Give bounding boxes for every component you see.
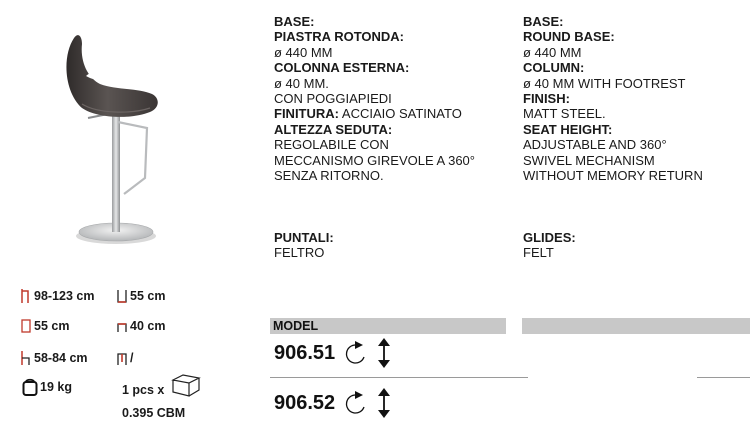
seat-value-en-3: WITHOUT MEMORY RETURN: [523, 168, 703, 184]
dim-depth: [20, 318, 69, 334]
seat-value-en-2: SWIVEL MECHANISM: [523, 152, 655, 168]
depth-icon: [20, 318, 32, 334]
specs-italian: [274, 14, 509, 183]
seat-label-it: ALTEZZA SEDUTA:: [274, 121, 393, 137]
width-icon: [116, 288, 128, 304]
glides-value-it: FELTRO: [274, 245, 325, 261]
height-adjust-arrow-icon: [377, 388, 391, 418]
total-height-icon: [20, 288, 32, 304]
weight-value: 19 kg: [40, 380, 72, 394]
total-height-value: 98-123 cm: [34, 289, 95, 303]
finish-line-it: [274, 106, 509, 121]
swivel-arrow-icon: [343, 341, 369, 365]
depth-value: 55 cm: [34, 319, 70, 333]
column-label-en: COLUMN:: [523, 60, 585, 76]
bar-stool-image: [52, 18, 182, 248]
glides-italian: [274, 230, 474, 261]
row-divider: [270, 377, 528, 378]
column-value-it-1: ø 40 MM.: [274, 75, 329, 91]
model-row: [274, 388, 391, 418]
arm-height-icon: [116, 350, 128, 366]
seat-value-it-2: MECCANISMO GIREVOLE A 360°: [274, 152, 475, 168]
seat-depth-icon: [116, 318, 128, 334]
plate-value-en: ø 440 MM: [523, 44, 582, 60]
finish-label-en: FINISH:: [523, 91, 570, 107]
plate-label-it: PIASTRA ROTONDA:: [274, 29, 404, 45]
dim-seat-depth: [116, 318, 165, 334]
model-header-bar-right: [522, 318, 750, 334]
seat-height-value: 58-84 cm: [34, 351, 88, 365]
seat-value-it-3: SENZA RITORNO.: [274, 168, 384, 184]
model-title: MODEL: [273, 319, 319, 333]
specs-english: [523, 14, 748, 183]
finish-label-it: FINITURA:: [274, 106, 339, 122]
model-row: [274, 338, 391, 368]
model-code: 906.51: [274, 341, 336, 364]
base-label-en: BASE:: [523, 14, 564, 29]
seat-value-en-1: ADJUSTABLE AND 360°: [523, 137, 667, 153]
column-value-en: ø 40 MM WITH FOOTREST: [523, 75, 686, 91]
swivel-arrow-icon: [343, 391, 369, 415]
finish-value-en: MATT STEEL.: [523, 106, 606, 122]
package-qty-value: 1 pcs x: [122, 383, 165, 397]
seat-depth-value: 40 cm: [130, 319, 166, 333]
column-value-it-2: CON POGGIAPIEDI: [274, 91, 392, 107]
weight-icon: [22, 378, 38, 396]
plate-value-it: ø 440 MM: [274, 44, 333, 60]
base-label-it: BASE:: [274, 14, 315, 29]
model-code: 906.52: [274, 391, 336, 414]
seat-value-it-1: REGOLABILE CON: [274, 137, 389, 153]
seat-label-en: SEAT HEIGHT:: [523, 121, 613, 137]
package-box-icon: [170, 372, 202, 398]
finish-value-it: ACCIAIO SATINATO: [339, 106, 462, 122]
dim-arm-height: [116, 350, 133, 366]
row-divider-right: [697, 377, 750, 378]
glides-value-en: FELT: [523, 245, 554, 261]
glides-label-en: GLIDES:: [523, 230, 576, 245]
height-adjust-arrow-icon: [377, 338, 391, 368]
volume-value: 0.395 CBM: [122, 406, 186, 420]
dim-weight: [22, 378, 72, 396]
column-label-it: COLONNA ESTERNA:: [274, 60, 410, 76]
dim-width: [116, 288, 165, 304]
dim-volume: [122, 406, 185, 420]
glides-english: [523, 230, 723, 261]
plate-label-en: ROUND BASE:: [523, 29, 615, 45]
dim-seat-height: [20, 350, 88, 366]
glides-label-it: PUNTALI:: [274, 230, 334, 245]
seat-height-icon: [20, 350, 32, 366]
dim-package-qty: [122, 382, 202, 398]
arm-height-value: /: [130, 351, 134, 365]
dim-total-height: [20, 288, 94, 304]
width-value: 55 cm: [130, 289, 166, 303]
